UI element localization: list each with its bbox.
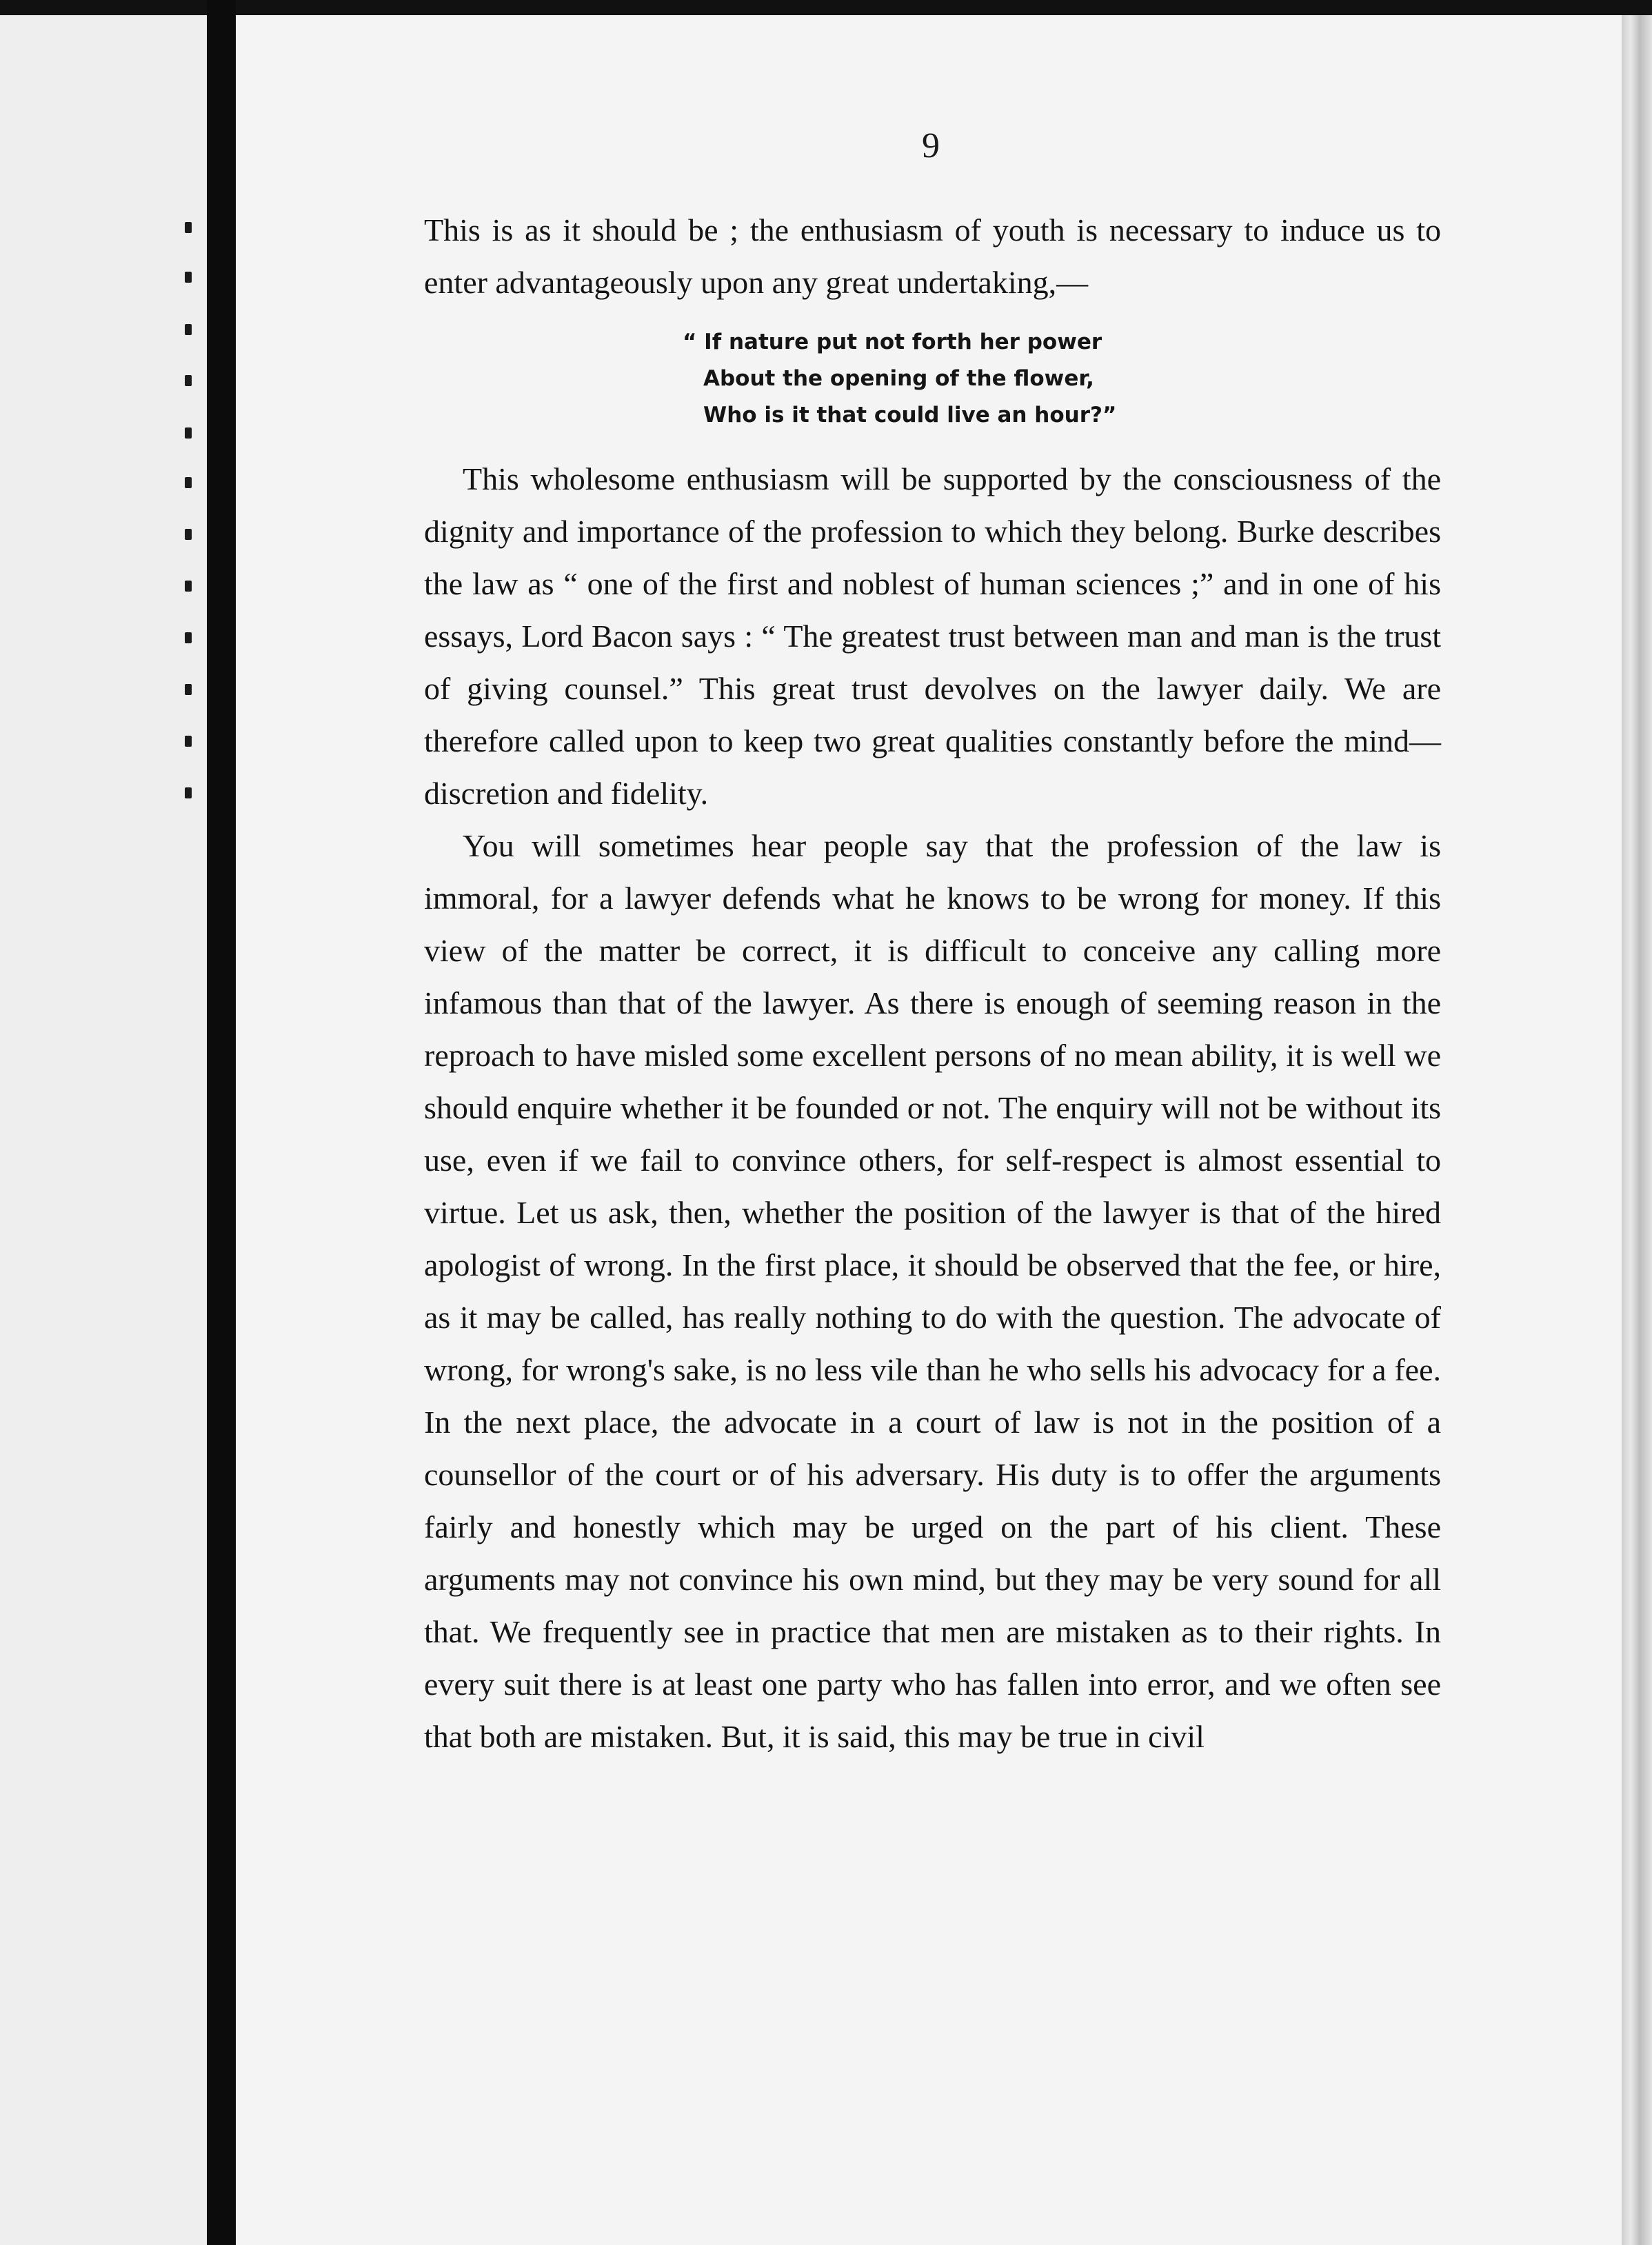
verse-line: About the opening of the flower, [703,366,1094,391]
page-body [424,204,1441,1763]
body-paragraph: You will sometimes hear people say that the profession of the law is immoral, for a lawyer defends what he knows to be wrong for money. If this view of the matter be correct, it is difficult to conceive any calling more infamous than that of the lawyer. As there is enough of seeming reason in the reproach to have misled some excellent persons of no mean ability, it is well we should enquire whether it be founded or not. The enquiry will not be without its use, even if we fail to convince others, for self-respect is almost essential to virtue. Let us ask, then, whether the position of the lawyer is that of the hired apologist of wrong. In the first place, it should be observed that the fee, or hire, as it may be called, has really nothing to do with the question. The advocate of wrong, for wrong's sake, is no less vile than he who sells his advocacy for a fee. In the next place, the advocate in a court of law is not in the position of a counsellor of the court or of his adversary. His duty is to offer the arguments fairly and honestly which may be urged on the part of his client. These arguments may not convince his own mind, but they may be very sound for all that. We frequently see in practice that men are mistaken as to their rights. In every suit there is at least one party who has fallen into error, and we often see that both are mistaken. But, it is said, this may be true in civil [424,828,1441,1754]
book-gutter [207,0,236,2245]
page-number: 9 [922,126,940,165]
facing-page [0,15,207,2245]
page-edge [1622,15,1652,2245]
body-paragraph: This wholesome enthusiasm will be supported by the consciousness of the dignity and importance of the profession to which they belong. Burke describes the law as “ one of the first and noblest of human sciences ;” and in one of his essays, Lord Bacon says : “ The greatest trust between man and man is the trust of giving counsel.” This great trust devolves on the lawyer daily. We are therefore called upon to keep two great qualities constantly before the mind—discretion and fidelity. [424,461,1441,811]
verse-line: Who is it that could live an hour?” [703,403,1117,427]
verse-quotation [683,324,1441,434]
verse-line: “ If nature put not forth her power [683,330,1102,354]
opening-paragraph: This is as it should be ; the enthusiasm of youth is necessary to induce us to enter advantageously upon any great undertaking,— [424,212,1441,300]
